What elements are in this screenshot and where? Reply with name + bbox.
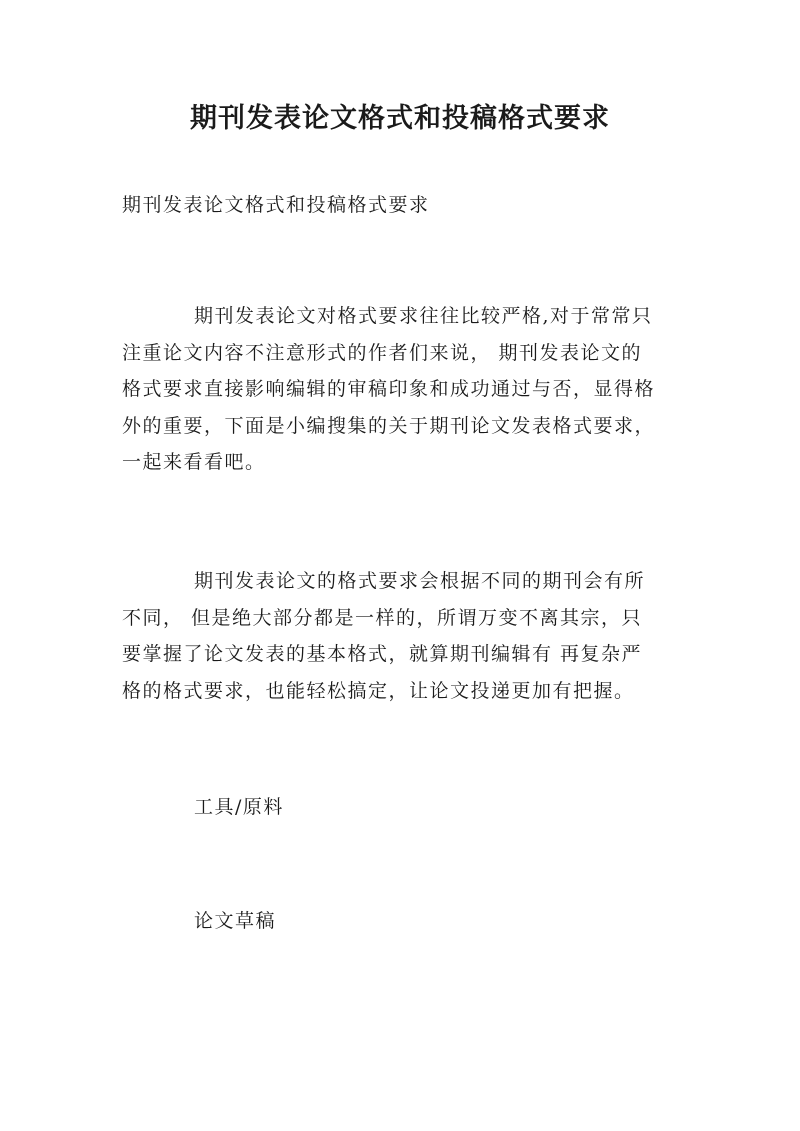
format-paragraph — [122, 563, 690, 709]
paragraph-line: 期刊发表论文对格式要求往往比较严格,对于常常只 — [194, 305, 653, 327]
document-subtitle: 期刊发表论文格式和投稿格式要求 — [122, 194, 430, 216]
paragraph-line: 期刊发表论文的格式要求会根据不同的期刊会有所 — [194, 570, 646, 592]
paragraph-line: 外的重要，下面是小编搜集的关于期刊论文发表格式要求， — [122, 414, 656, 437]
paragraph-line: 要掌握了论文发表的基本格式，就算期刊编辑有 再复杂严 — [122, 643, 643, 665]
tools-item: 论文草稿 — [194, 910, 277, 932]
tools-heading: 工具/原料 — [194, 796, 284, 818]
paragraph-line: 一起来看看吧。 — [122, 451, 266, 473]
paragraph-line: 不同， 但是绝大部分都是一样的，所谓万变不离其宗，只 — [122, 606, 643, 629]
paragraph-line: 格式要求直接影响编辑的审稿印象和成功通过与否，显得格 — [122, 378, 656, 400]
paragraph-line: 格的格式要求，也能轻松搞定，让论文投递更加有把握。 — [122, 679, 635, 702]
document-title: 期刊发表论文格式和投稿格式要求 — [190, 103, 610, 134]
paragraph-line: 注重论文内容不注意形式的作者们来说， 期刊发表论文的 — [122, 341, 643, 364]
intro-paragraph — [122, 298, 690, 481]
